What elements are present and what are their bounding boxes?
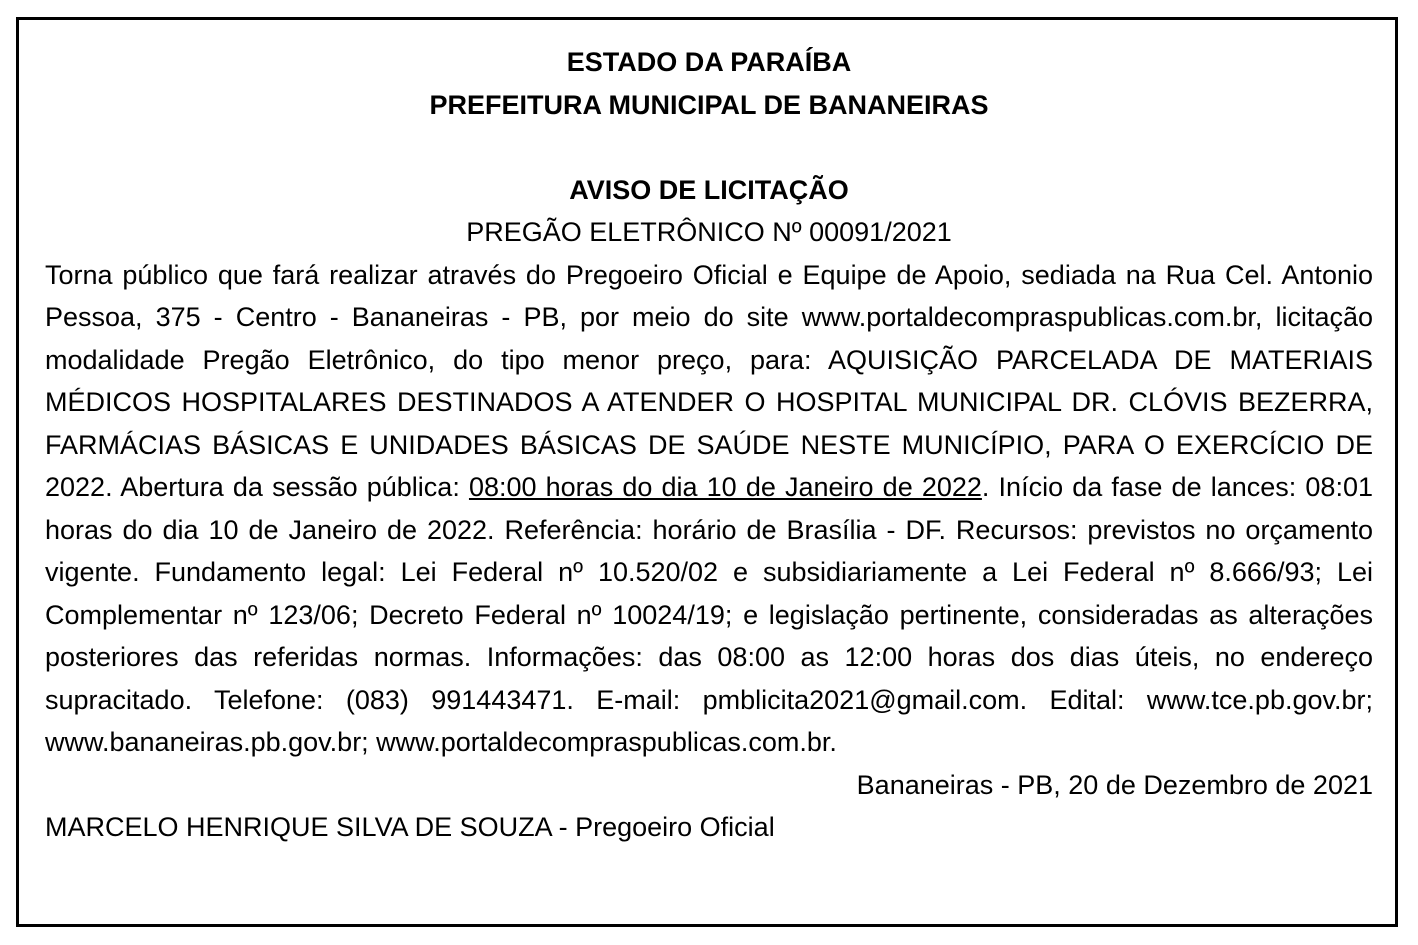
session-opening-datetime: 08:00 horas do dia 10 de Janeiro de 2022 — [468, 472, 982, 502]
body-text-part-1: Torna público que fará realizar através do Pregoeiro Oficial e Equipe de Apoio, sediada na Rua Cel. Antonio Pessoa, 375 - Centro - Bananeiras - PB, por meio do site www.portaldecompraspublicas.com.br, licitação modalidade Pregão Eletrônico, do tipo menor preço, para: AQUISIÇÃO PARCELADA DE MATERIAIS MÉDICOS HOSPITALARES DESTINADOS A ATENDER O HOSPITAL MUNICIPAL DR. CLÓVIS BEZERRA, FARMÁCIAS BÁSICAS E UNIDADES BÁSICAS DE SAÚDE NESTE MUNICÍPIO, PARA O EXERCÍCIO DE 2022. Abertura da sessão pública: — [45, 259, 1373, 502]
spacer — [45, 126, 1373, 169]
notice-content — [45, 41, 1373, 849]
body-text-part-2: . Início da fase de lances: 08:01 horas do dia 10 de Janeiro de 2022. Referência: horário de Brasília - DF. Recursos: previstos no orçamento vigente. Fundamento legal: Lei Federal nº 10.520/02 e subsidiariamente a Lei Federal nº 8.666/93; Lei Complementar nº 123/06; Decreto Federal nº 10024/19; e legislação pertinente, consideradas as alterações posteriores das referidas normas. Informações: das 08:00 as 12:00 horas dos dias úteis, no endereço supracitado. Telefone: (083) 991443471. E-mail: pmblicita2021@gmail.com. Edital: www.tce.pb.gov.br; www.bananeiras.pb.gov.br; www.portaldecompraspublicas.com.br. — [45, 472, 1373, 757]
state-heading: ESTADO DA PARAÍBA — [566, 47, 852, 77]
municipality-heading: PREFEITURA MUNICIPAL DE BANANEIRAS — [429, 89, 989, 120]
date-line: Bananeiras - PB, 20 de Dezembro de 2021 — [856, 769, 1373, 800]
signature-line: MARCELO HENRIQUE SILVA DE SOUZA - Pregoeiro Oficial — [45, 812, 775, 842]
notice-subtitle: PREGÃO ELETRÔNICO Nº 00091/2021 — [466, 217, 952, 247]
notice-title: AVISO DE LICITAÇÃO — [569, 174, 849, 205]
notice-body — [45, 254, 1373, 764]
